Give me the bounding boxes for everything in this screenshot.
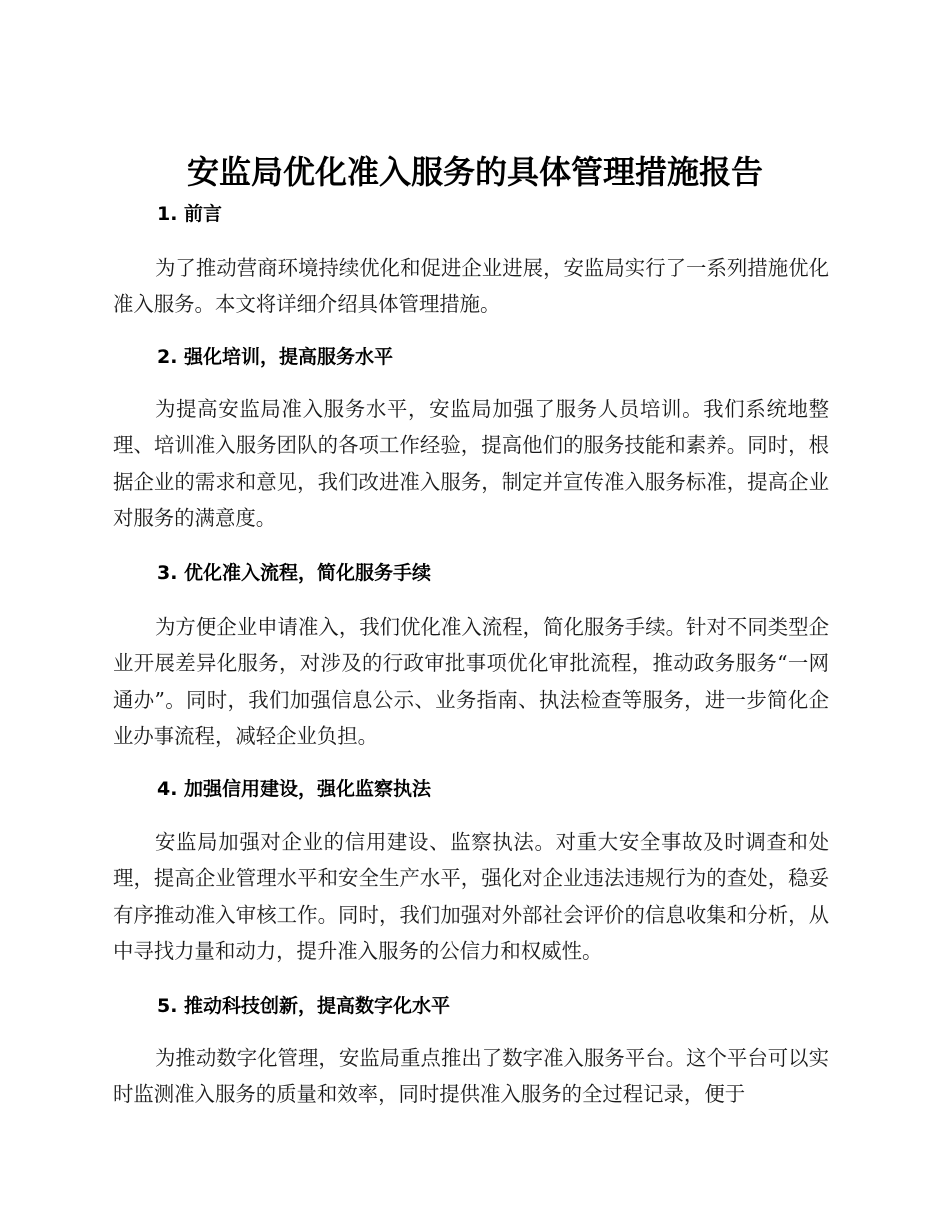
- document-title: 安监局优化准入服务的具体管理措施报告: [186, 153, 763, 191]
- section-body-1: 为了推动营商环境持续优化和促进企业进展，安监局实行了一系列措施优化准入服务。本文将详细介绍具体管理措施。: [113, 256, 829, 317]
- section-heading-1: 1. 前言: [157, 203, 223, 225]
- section-heading-3: 3. 优化准入流程，简化服务手续: [157, 562, 432, 584]
- section-body-2: 为提高安监局准入服务水平，安监局加强了服务人员培训。我们系统地整理、培训准入服务团队的各项工作经验，提高他们的服务技能和素养。同时，根据企业的需求和意见，我们改进准入服务，制定并宣传准入服务标准，提高企业对服务的满意度。: [113, 397, 829, 530]
- section-heading-4: 4. 加强信用建设，强化监察执法: [157, 778, 432, 800]
- section-heading-2: 2. 强化培训，提高服务水平: [157, 346, 394, 368]
- section-body-4: 安监局加强对企业的信用建设、监察执法。对重大安全事故及时调查和处理，提高企业管理水平和安全生产水平，强化对企业违法违规行为的查处，稳妥有序推动准入审核工作。同时，我们加强对外部社会评价的信息收集和分析，从中寻找力量和动力，提升准入服务的公信力和权威性。: [113, 830, 829, 963]
- section-body-5: 为推动数字化管理，安监局重点推出了数字准入服务平台。这个平台可以实时监测准入服务的质量和效率，同时提供准入服务的全过程记录，便于: [113, 1046, 829, 1107]
- section-heading-5: 5. 推动科技创新，提高数字化水平: [157, 995, 451, 1017]
- section-body-3: 为方便企业申请准入，我们优化准入流程，简化服务手续。针对不同类型企业开展差异化服务，对涉及的行政审批事项优化审批流程，推动政务服务“一网通办”。同时，我们加强信息公示、业务指南、执法检查等服务，进一步简化企业办事流程，减轻企业负担。: [113, 615, 829, 748]
